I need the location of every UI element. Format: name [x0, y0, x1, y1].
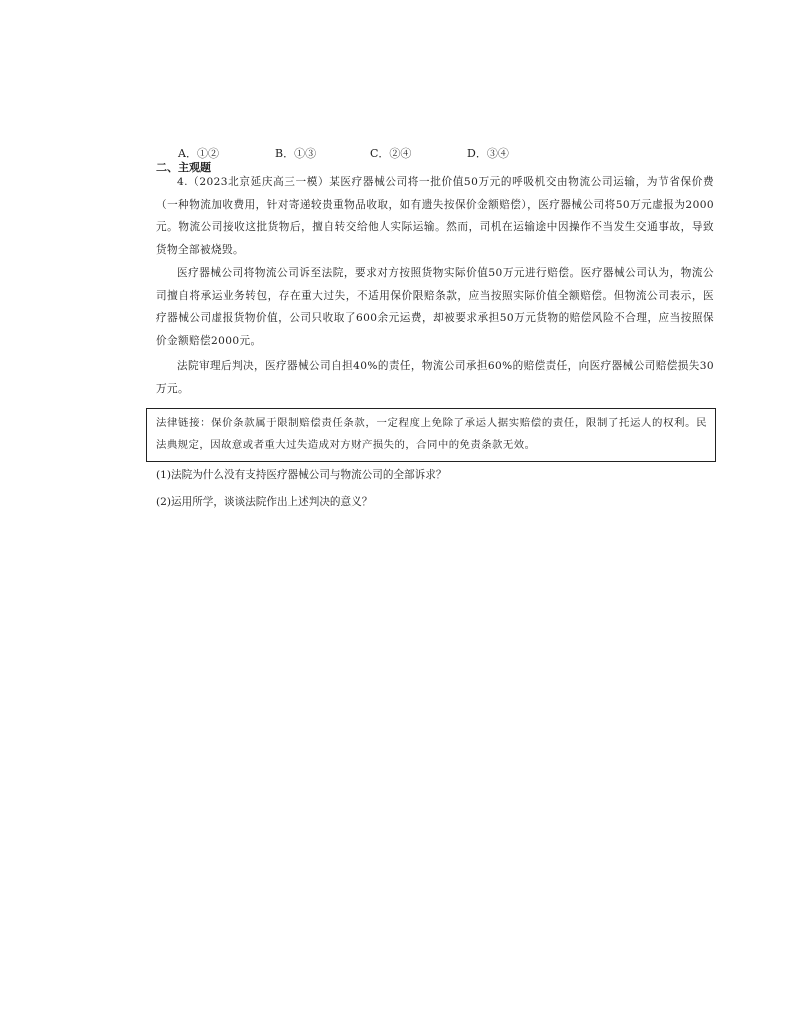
- section-title: 二、主观题: [156, 161, 211, 174]
- legal-link-box: 法律链接：保价条款属于限制赔偿责任条款，一定程度上免除了承运人据实赔偿的责任，限制了托运人的权利。民法典规定，因故意或者重大过失造成对方财产损失的，合同中的免责条款无效。: [146, 408, 716, 462]
- option-d: D．③④: [467, 147, 509, 160]
- option-c: C．②④: [370, 147, 412, 160]
- answer-options-row: [178, 145, 598, 163]
- court-judgment: 法院审理后判决，医疗器械公司自担40%的责任，物流公司承担60%的赔偿责任，向医疗器械公司赔偿损失30万元。: [156, 360, 714, 395]
- case-description: 医疗器械公司将物流公司诉至法院，要求对方按照货物实际价值50万元进行赔偿。医疗器械公司认为，物流公司擅自将承运业务转包，存在重大过失，不适用保价限赔条款，应当按照实际价值全额赔偿。但物流公司表示，医疗器械公司虚报货物价值，公司只收取了600余元运费，却被要求承担50万元货物的赔偿风险不合理，应当按照保价金额赔偿2000元。: [156, 267, 714, 347]
- question-4-paragraph-1: [156, 171, 714, 261]
- sub-question-2: (2)运用所学，谈谈法院作出上述判决的意义？: [156, 496, 373, 508]
- question-4-paragraph-2: [156, 262, 714, 352]
- option-b: B．①③: [275, 147, 317, 160]
- sub-question-1: (1)法院为什么没有支持医疗器械公司与物流公司的全部诉求？: [156, 469, 447, 481]
- question-4-stem: 4.（2023北京延庆高三一模）某医疗器械公司将一批价值50万元的呼吸机交由物流公司运输，为节省保价费（一种物流加收费用，针对寄递较贵重物品收取，如有遗失按保价金额赔偿），医疗器械公司将50万元虚报为2000元。物流公司接收这批货物后，擅自转交给他人实际运输。然而，司机在运输途中因操作不当发生交通事故，导致货物全部被烧毁。: [156, 176, 714, 256]
- question-4-paragraph-3: [156, 355, 714, 400]
- option-a: A．①②: [178, 147, 219, 160]
